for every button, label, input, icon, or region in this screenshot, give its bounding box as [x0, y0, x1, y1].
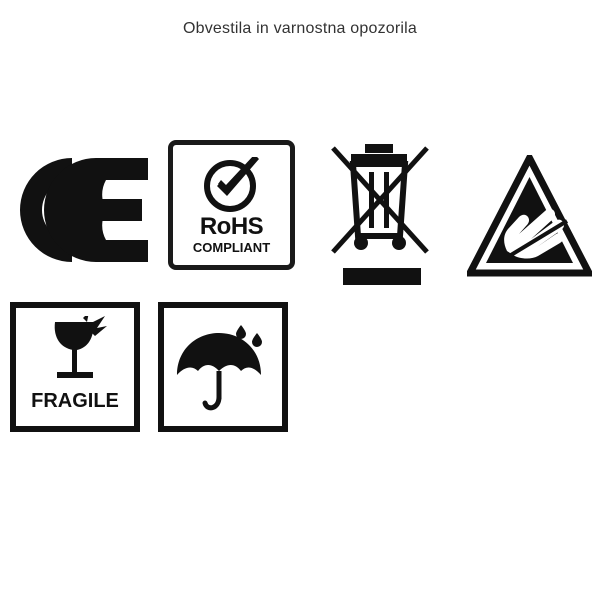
fragile-label: FRAGILE: [31, 390, 119, 412]
crossed-out-wheelie-bin-icon: [327, 140, 437, 290]
symbol-row-2: [10, 302, 592, 432]
esd-mark: [467, 155, 592, 280]
page-title: Obvestila in varnostna opozorila: [182, 20, 418, 37]
symbol-list: [8, 140, 592, 432]
rohs-sublabel: COMPLIANT: [192, 239, 271, 255]
broken-glass-icon: [37, 316, 113, 388]
symbol-row-1: [10, 140, 592, 290]
keep-dry-badge: [158, 302, 288, 432]
rohs-label: RoHS: [199, 212, 264, 240]
fragile-badge: [10, 302, 140, 432]
rohs-badge: [168, 140, 295, 270]
weee-mark: [327, 140, 437, 290]
ce-mark-icon: [10, 140, 150, 280]
rohs-checkmark-icon: [201, 157, 263, 213]
esd-triangle-hand-icon: [467, 155, 592, 280]
ce-mark: [10, 140, 150, 280]
umbrella-rain-icon: [171, 319, 275, 415]
